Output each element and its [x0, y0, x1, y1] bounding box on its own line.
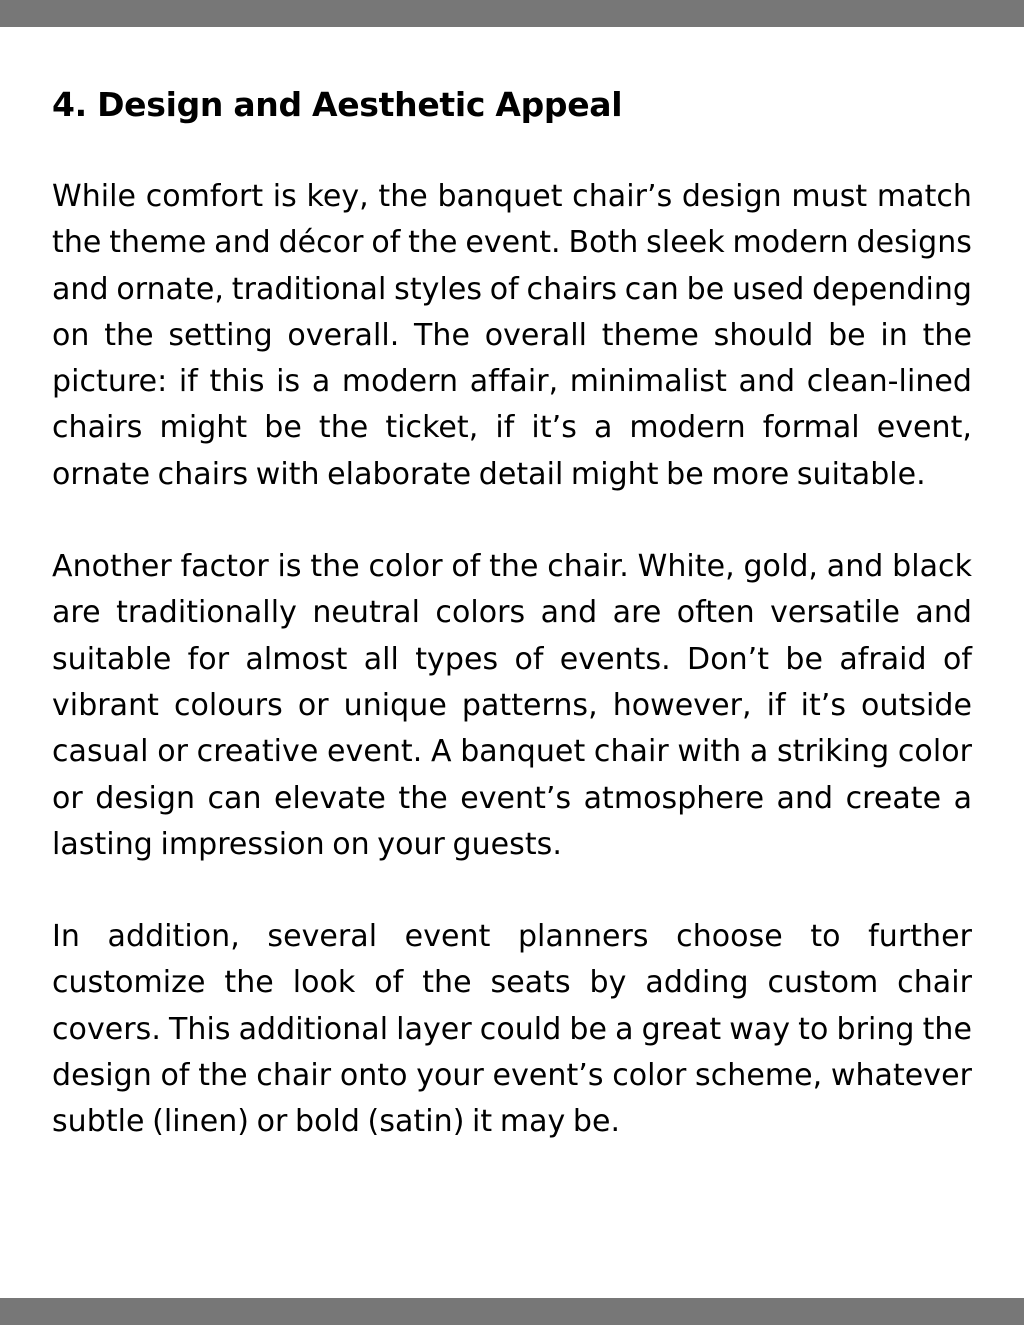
bottom-frame-bar [0, 1298, 1024, 1325]
top-frame-bar [0, 0, 1024, 27]
document-body [52, 80, 972, 1146]
paragraph-design: While comfort is key, the banquet chair’s design must match the theme and décor of the event. Both sleek modern designs and ornate, traditional styles of chairs can be used depending on the setting overall. The overall theme should be in the picture: if this is a modern affair, minimalist and clean-lined chairs might be the ticket, if it’s a modern formal event, ornate chairs with elaborate detail might be more suitable. [52, 179, 972, 492]
section-heading: 4. Design and Aesthetic Appeal [52, 85, 623, 124]
paragraph-covers: In addition, several event planners choose to further customize the look of the seats by adding custom chair covers. This additional layer could be a great way to bring the design of the chair onto your event’s color scheme, whatever subtle (linen) or bold (satin) it may be. [52, 919, 972, 1140]
paragraph-color: Another factor is the color of the chair. White, gold, and black are traditionally neutral colors and are often versatile and suitable for almost all types of events. Don’t be afraid of vibrant colours or unique patterns, however, if it’s outside casual or creative event. A banquet chair with a striking color or design can elevate the event’s atmosphere and create a lasting impression on your guests. [52, 549, 972, 862]
